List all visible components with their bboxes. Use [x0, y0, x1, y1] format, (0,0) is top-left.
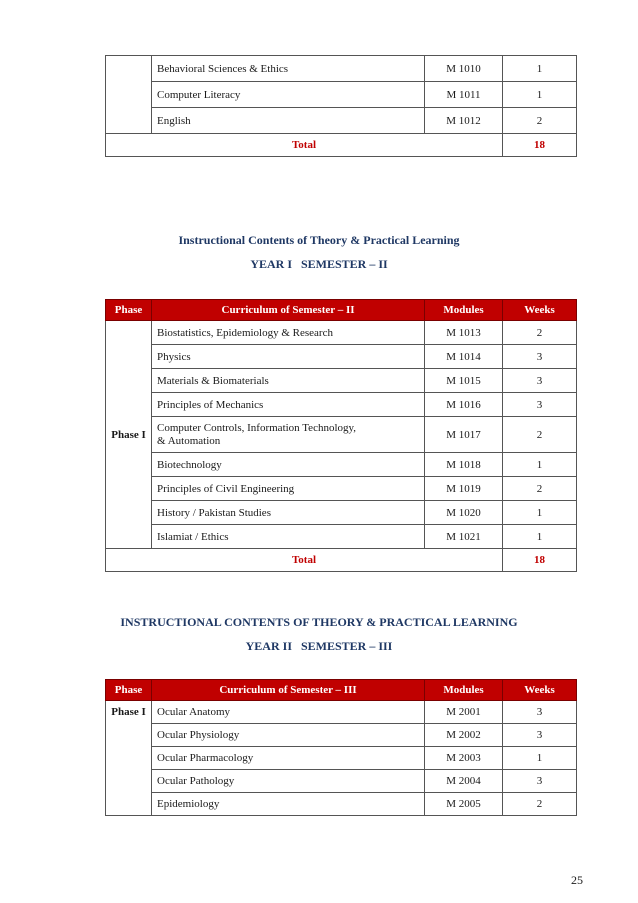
module-cell: M 2005: [425, 793, 503, 816]
subject-cell: History / Pakistan Studies: [152, 501, 425, 525]
module-cell: M 1017: [425, 417, 503, 453]
module-cell: M 1020: [425, 501, 503, 525]
module-cell: M 1018: [425, 453, 503, 477]
module-cell: M 1010: [425, 56, 503, 82]
subject-cell: Islamiat / Ethics: [152, 525, 425, 549]
phase-cell: Phase I: [106, 321, 152, 549]
weeks-cell: 3: [503, 701, 577, 724]
phase-cell: [106, 701, 152, 816]
total-value: 18: [503, 549, 577, 572]
module-cell: M 1016: [425, 393, 503, 417]
subject-cell: Materials & Biomaterials: [152, 369, 425, 393]
subject-cell: [152, 417, 425, 453]
table-header-row: [106, 300, 577, 321]
weeks-cell: 3: [503, 393, 577, 417]
semester-2-table: [105, 299, 577, 572]
subject-cell: Ocular Physiology: [152, 724, 425, 747]
weeks-cell: 1: [503, 501, 577, 525]
section-subheading: YEAR I SEMESTER – II: [250, 257, 388, 271]
subject-cell: Ocular Anatomy: [152, 701, 425, 724]
table-row: [106, 477, 577, 501]
subject-line-2: & Automation: [157, 434, 221, 447]
table-row: [106, 793, 577, 816]
table-row: [106, 770, 577, 793]
table-row: [106, 345, 577, 369]
module-cell: M 2002: [425, 724, 503, 747]
section-heading: Instructional Contents of Theory & Practical Learning: [178, 233, 460, 247]
table-row: [106, 56, 577, 82]
total-label: Total: [106, 134, 503, 157]
column-header: Curriculum of Semester – II: [152, 300, 425, 321]
subject-cell: Principles of Civil Engineering: [152, 477, 425, 501]
total-row: [106, 549, 577, 572]
weeks-cell: 2: [503, 793, 577, 816]
weeks-cell: 1: [503, 453, 577, 477]
table-row: [106, 747, 577, 770]
table-row: [106, 82, 577, 108]
column-header: Curriculum of Semester – III: [152, 680, 425, 701]
subject-cell: Biostatistics, Epidemiology & Research: [152, 321, 425, 345]
table-row: [106, 417, 577, 453]
table-row: [106, 525, 577, 549]
subject-cell: English: [152, 108, 425, 134]
module-cell: M 1021: [425, 525, 503, 549]
column-header: Weeks: [503, 680, 577, 701]
table-row: [106, 108, 577, 134]
semester-1-table-continued: [105, 55, 577, 157]
table-row: [106, 701, 577, 724]
module-cell: M 1012: [425, 108, 503, 134]
weeks-cell: 2: [503, 477, 577, 501]
subject-cell: Computer Literacy: [152, 82, 425, 108]
module-cell: M 1015: [425, 369, 503, 393]
module-cell: M 2004: [425, 770, 503, 793]
weeks-cell: 3: [503, 345, 577, 369]
table-row: [106, 369, 577, 393]
subject-cell: Behavioral Sciences & Ethics: [152, 56, 425, 82]
semester-3-table: [105, 679, 577, 816]
module-cell: M 1011: [425, 82, 503, 108]
section-subheading: YEAR II SEMESTER – III: [245, 639, 393, 653]
weeks-cell: 3: [503, 724, 577, 747]
column-header: Phase: [106, 680, 152, 701]
module-cell: M 1013: [425, 321, 503, 345]
section-heading: INSTRUCTIONAL CONTENTS OF THEORY & PRACTICAL LEARNING: [120, 615, 518, 629]
table-row: [106, 724, 577, 747]
table-header-row: [106, 680, 577, 701]
subject-cell: Principles of Mechanics: [152, 393, 425, 417]
column-header: Phase: [106, 300, 152, 321]
weeks-cell: 3: [503, 369, 577, 393]
total-row: [106, 134, 577, 157]
subject-line-1: Computer Controls, Information Technology,: [157, 421, 357, 434]
weeks-cell: 3: [503, 770, 577, 793]
column-header: Modules: [425, 680, 503, 701]
module-cell: M 2003: [425, 747, 503, 770]
weeks-cell: 1: [503, 747, 577, 770]
total-value: 18: [503, 134, 577, 157]
weeks-cell: 1: [503, 82, 577, 108]
subject-cell: Ocular Pathology: [152, 770, 425, 793]
weeks-cell: 2: [503, 417, 577, 453]
weeks-cell: 2: [503, 321, 577, 345]
subject-cell: Physics: [152, 345, 425, 369]
weeks-cell: 1: [503, 525, 577, 549]
table-row: [106, 453, 577, 477]
phase-label: Phase I: [111, 706, 146, 718]
module-cell: M 1014: [425, 345, 503, 369]
total-label: Total: [106, 549, 503, 572]
table-row: [106, 321, 577, 345]
table-row: [106, 501, 577, 525]
page-number: 25: [571, 873, 583, 887]
subject-cell: Biotechnology: [152, 453, 425, 477]
column-header: Weeks: [503, 300, 577, 321]
subject-cell: Ocular Pharmacology: [152, 747, 425, 770]
weeks-cell: 2: [503, 108, 577, 134]
weeks-cell: 1: [503, 56, 577, 82]
table-row: [106, 393, 577, 417]
module-cell: M 1019: [425, 477, 503, 501]
phase-cell: [106, 56, 152, 134]
module-cell: M 2001: [425, 701, 503, 724]
subject-cell: Epidemiology: [152, 793, 425, 816]
column-header: Modules: [425, 300, 503, 321]
